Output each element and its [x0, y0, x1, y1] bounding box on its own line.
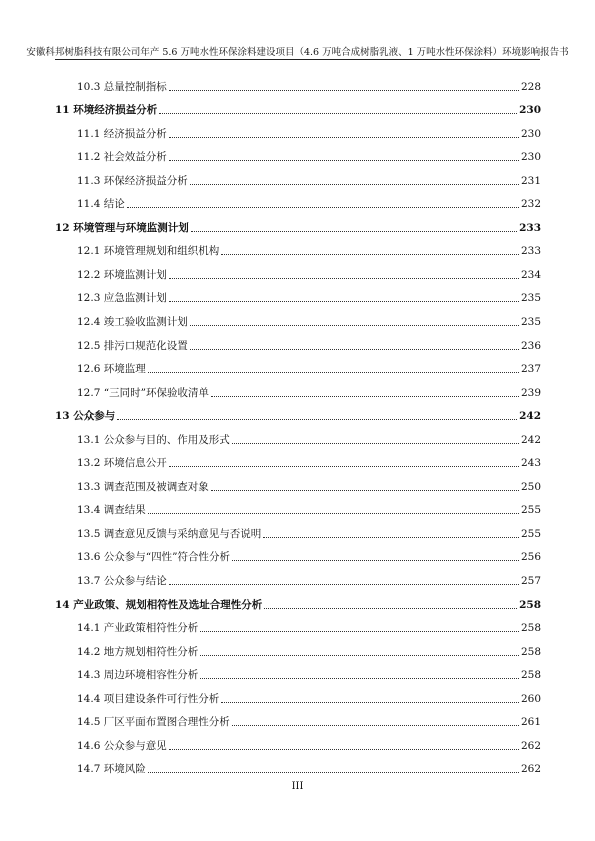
- toc-section-entry[interactable]: [55, 164, 541, 188]
- toc-section-entry[interactable]: [55, 541, 541, 565]
- table-of-contents: [55, 70, 541, 776]
- toc-leader-dots: [169, 137, 519, 138]
- toc-section-entry[interactable]: [55, 682, 541, 706]
- toc-entry-title: 13.4 调查结果: [77, 504, 146, 517]
- toc-leader-dots: [232, 443, 519, 444]
- toc-leader-dots: [200, 655, 519, 656]
- toc-entry-page: 258: [520, 622, 541, 635]
- toc-section-entry[interactable]: [55, 282, 541, 306]
- toc-leader-dots: [148, 513, 519, 514]
- toc-entry-page: 243: [520, 457, 541, 470]
- toc-entry-title: 12.3 应急监测计划: [77, 292, 167, 305]
- toc-entry-page: 230: [520, 151, 541, 164]
- toc-leader-dots: [169, 584, 519, 585]
- toc-leader-dots: [148, 372, 519, 373]
- toc-chapter-entry[interactable]: [55, 94, 541, 118]
- toc-leader-dots: [169, 90, 519, 91]
- toc-section-entry[interactable]: [55, 494, 541, 518]
- toc-entry-page: 233: [520, 245, 541, 258]
- toc-entry-title: 12.7 “三同时”环保验收清单: [77, 386, 209, 399]
- toc-chapter-entry[interactable]: [55, 211, 541, 235]
- toc-leader-dots: [169, 160, 519, 161]
- toc-entry-title: 12.4 竣工验收监测计划: [77, 316, 188, 329]
- page-number: III: [291, 781, 304, 792]
- toc-leader-dots: [169, 278, 519, 279]
- toc-entry-title: 13.2 环境信息公开: [77, 457, 167, 470]
- toc-entry-page: 235: [520, 316, 541, 329]
- toc-leader-dots: [211, 490, 519, 491]
- toc-entry-title: 14.7 环境风险: [77, 763, 146, 776]
- toc-section-entry[interactable]: [55, 753, 541, 777]
- toc-entry-title: 13.7 公众参与结论: [77, 575, 167, 588]
- toc-entry-page: 258: [520, 645, 541, 658]
- toc-entry-page: 261: [520, 716, 541, 729]
- toc-section-entry[interactable]: [55, 376, 541, 400]
- toc-entry-page: 258: [519, 598, 541, 611]
- toc-section-entry[interactable]: [55, 470, 541, 494]
- toc-entry-title: 12.2 环境监测计划: [77, 268, 167, 281]
- toc-entry-page: 262: [520, 739, 541, 752]
- toc-entry-page: 228: [520, 80, 541, 93]
- toc-entry-title: 12.6 环境监理: [77, 363, 146, 376]
- toc-section-entry[interactable]: [55, 188, 541, 212]
- header-rule: [55, 59, 540, 60]
- toc-entry-page: 255: [520, 504, 541, 517]
- toc-section-entry[interactable]: [55, 729, 541, 753]
- toc-entry-page: 235: [520, 292, 541, 305]
- toc-leader-dots: [221, 702, 519, 703]
- toc-entry-page: 262: [520, 763, 541, 776]
- toc-entry-title: 14.1 产业政策相符性分析: [77, 622, 199, 635]
- toc-entry-title: 12.5 排污口规范化设置: [77, 339, 188, 352]
- toc-entry-title: 13.3 调查范围及被调查对象: [77, 480, 209, 493]
- toc-entry-page: 230: [519, 104, 541, 117]
- toc-entry-page: 233: [519, 221, 541, 234]
- toc-entry-title: 14.3 周边环境相容性分析: [77, 669, 199, 682]
- toc-section-entry[interactable]: [55, 258, 541, 282]
- toc-section-entry[interactable]: [55, 353, 541, 377]
- toc-leader-dots: [169, 301, 519, 302]
- toc-leader-dots: [148, 772, 519, 773]
- toc-section-entry[interactable]: [55, 706, 541, 730]
- toc-entry-title: 12.1 环境管理规划和组织机构: [77, 245, 220, 258]
- toc-leader-dots: [191, 231, 517, 232]
- toc-entry-title: 10.3 总量控制指标: [77, 80, 167, 93]
- toc-entry-title: 13 公众参与: [55, 410, 116, 423]
- toc-section-entry[interactable]: [55, 517, 541, 541]
- toc-chapter-entry[interactable]: [55, 588, 541, 612]
- toc-leader-dots: [190, 349, 519, 350]
- toc-section-entry[interactable]: [55, 141, 541, 165]
- toc-leader-dots: [232, 560, 519, 561]
- toc-section-entry[interactable]: [55, 423, 541, 447]
- toc-leader-dots: [169, 749, 519, 750]
- toc-leader-dots: [127, 207, 519, 208]
- toc-entry-page: 242: [519, 410, 541, 423]
- toc-entry-page: 260: [520, 692, 541, 705]
- toc-entry-title: 13.5 调查意见反馈与采纳意见与否说明: [77, 527, 262, 540]
- toc-entry-title: 11 环境经济损益分析: [55, 104, 158, 117]
- toc-entry-page: 255: [520, 527, 541, 540]
- toc-entry-title: 14 产业政策、规划相符性及选址合理性分析: [55, 598, 263, 611]
- toc-section-entry[interactable]: [55, 117, 541, 141]
- toc-entry-title: 12 环境管理与环境监测计划: [55, 221, 189, 234]
- toc-section-entry[interactable]: [55, 447, 541, 471]
- toc-leader-dots: [159, 113, 517, 114]
- toc-leader-dots: [221, 254, 519, 255]
- toc-leader-dots: [200, 678, 519, 679]
- toc-chapter-entry[interactable]: [55, 400, 541, 424]
- toc-section-entry[interactable]: [55, 612, 541, 636]
- toc-section-entry[interactable]: [55, 305, 541, 329]
- toc-leader-dots: [232, 725, 519, 726]
- toc-section-entry[interactable]: [55, 329, 541, 353]
- toc-entry-page: 236: [520, 339, 541, 352]
- toc-leader-dots: [264, 608, 517, 609]
- toc-entry-title: 11.1 经济损益分析: [77, 127, 167, 140]
- running-header: 安徽科邦树脂科技有限公司年产 5.6 万吨水性环保涂料建设项目（4.6 万吨合成树脂乳液、1 万吨水性环保涂料）环境影响报告书: [26, 47, 569, 58]
- toc-leader-dots: [169, 466, 519, 467]
- toc-entry-title: 14.2 地方规划相符性分析: [77, 645, 199, 658]
- toc-entry-title: 13.1 公众参与目的、作用及形式: [77, 433, 230, 446]
- toc-entry-page: 237: [520, 363, 541, 376]
- toc-entry-page: 232: [520, 198, 541, 211]
- toc-section-entry[interactable]: [55, 635, 541, 659]
- toc-entry-title: 11.4 结论: [77, 198, 125, 211]
- toc-leader-dots: [200, 631, 519, 632]
- toc-leader-dots: [117, 419, 517, 420]
- toc-entry-page: 250: [520, 480, 541, 493]
- toc-section-entry[interactable]: [55, 564, 541, 588]
- toc-entry-title: 14.6 公众参与意见: [77, 739, 167, 752]
- toc-entry-title: 11.2 社会效益分析: [77, 151, 167, 164]
- toc-section-entry[interactable]: [55, 70, 541, 94]
- toc-entry-page: 242: [520, 433, 541, 446]
- toc-entry-title: 14.5 厂区平面布置图合理性分析: [77, 716, 230, 729]
- toc-entry-page: 231: [520, 174, 541, 187]
- toc-entry-page: 230: [520, 127, 541, 140]
- toc-entry-page: 234: [520, 268, 541, 281]
- toc-leader-dots: [263, 537, 519, 538]
- toc-entry-title: 14.4 项目建设条件可行性分析: [77, 692, 220, 705]
- toc-section-entry[interactable]: [55, 659, 541, 683]
- toc-leader-dots: [190, 325, 519, 326]
- toc-entry-page: 239: [520, 386, 541, 399]
- toc-leader-dots: [211, 396, 519, 397]
- toc-leader-dots: [190, 184, 519, 185]
- toc-entry-page: 257: [520, 575, 541, 588]
- toc-entry-title: 13.6 公众参与“四性”符合性分析: [77, 551, 230, 564]
- toc-entry-title: 11.3 环保经济损益分析: [77, 174, 188, 187]
- toc-section-entry[interactable]: [55, 235, 541, 259]
- toc-entry-page: 256: [520, 551, 541, 564]
- toc-entry-page: 258: [520, 669, 541, 682]
